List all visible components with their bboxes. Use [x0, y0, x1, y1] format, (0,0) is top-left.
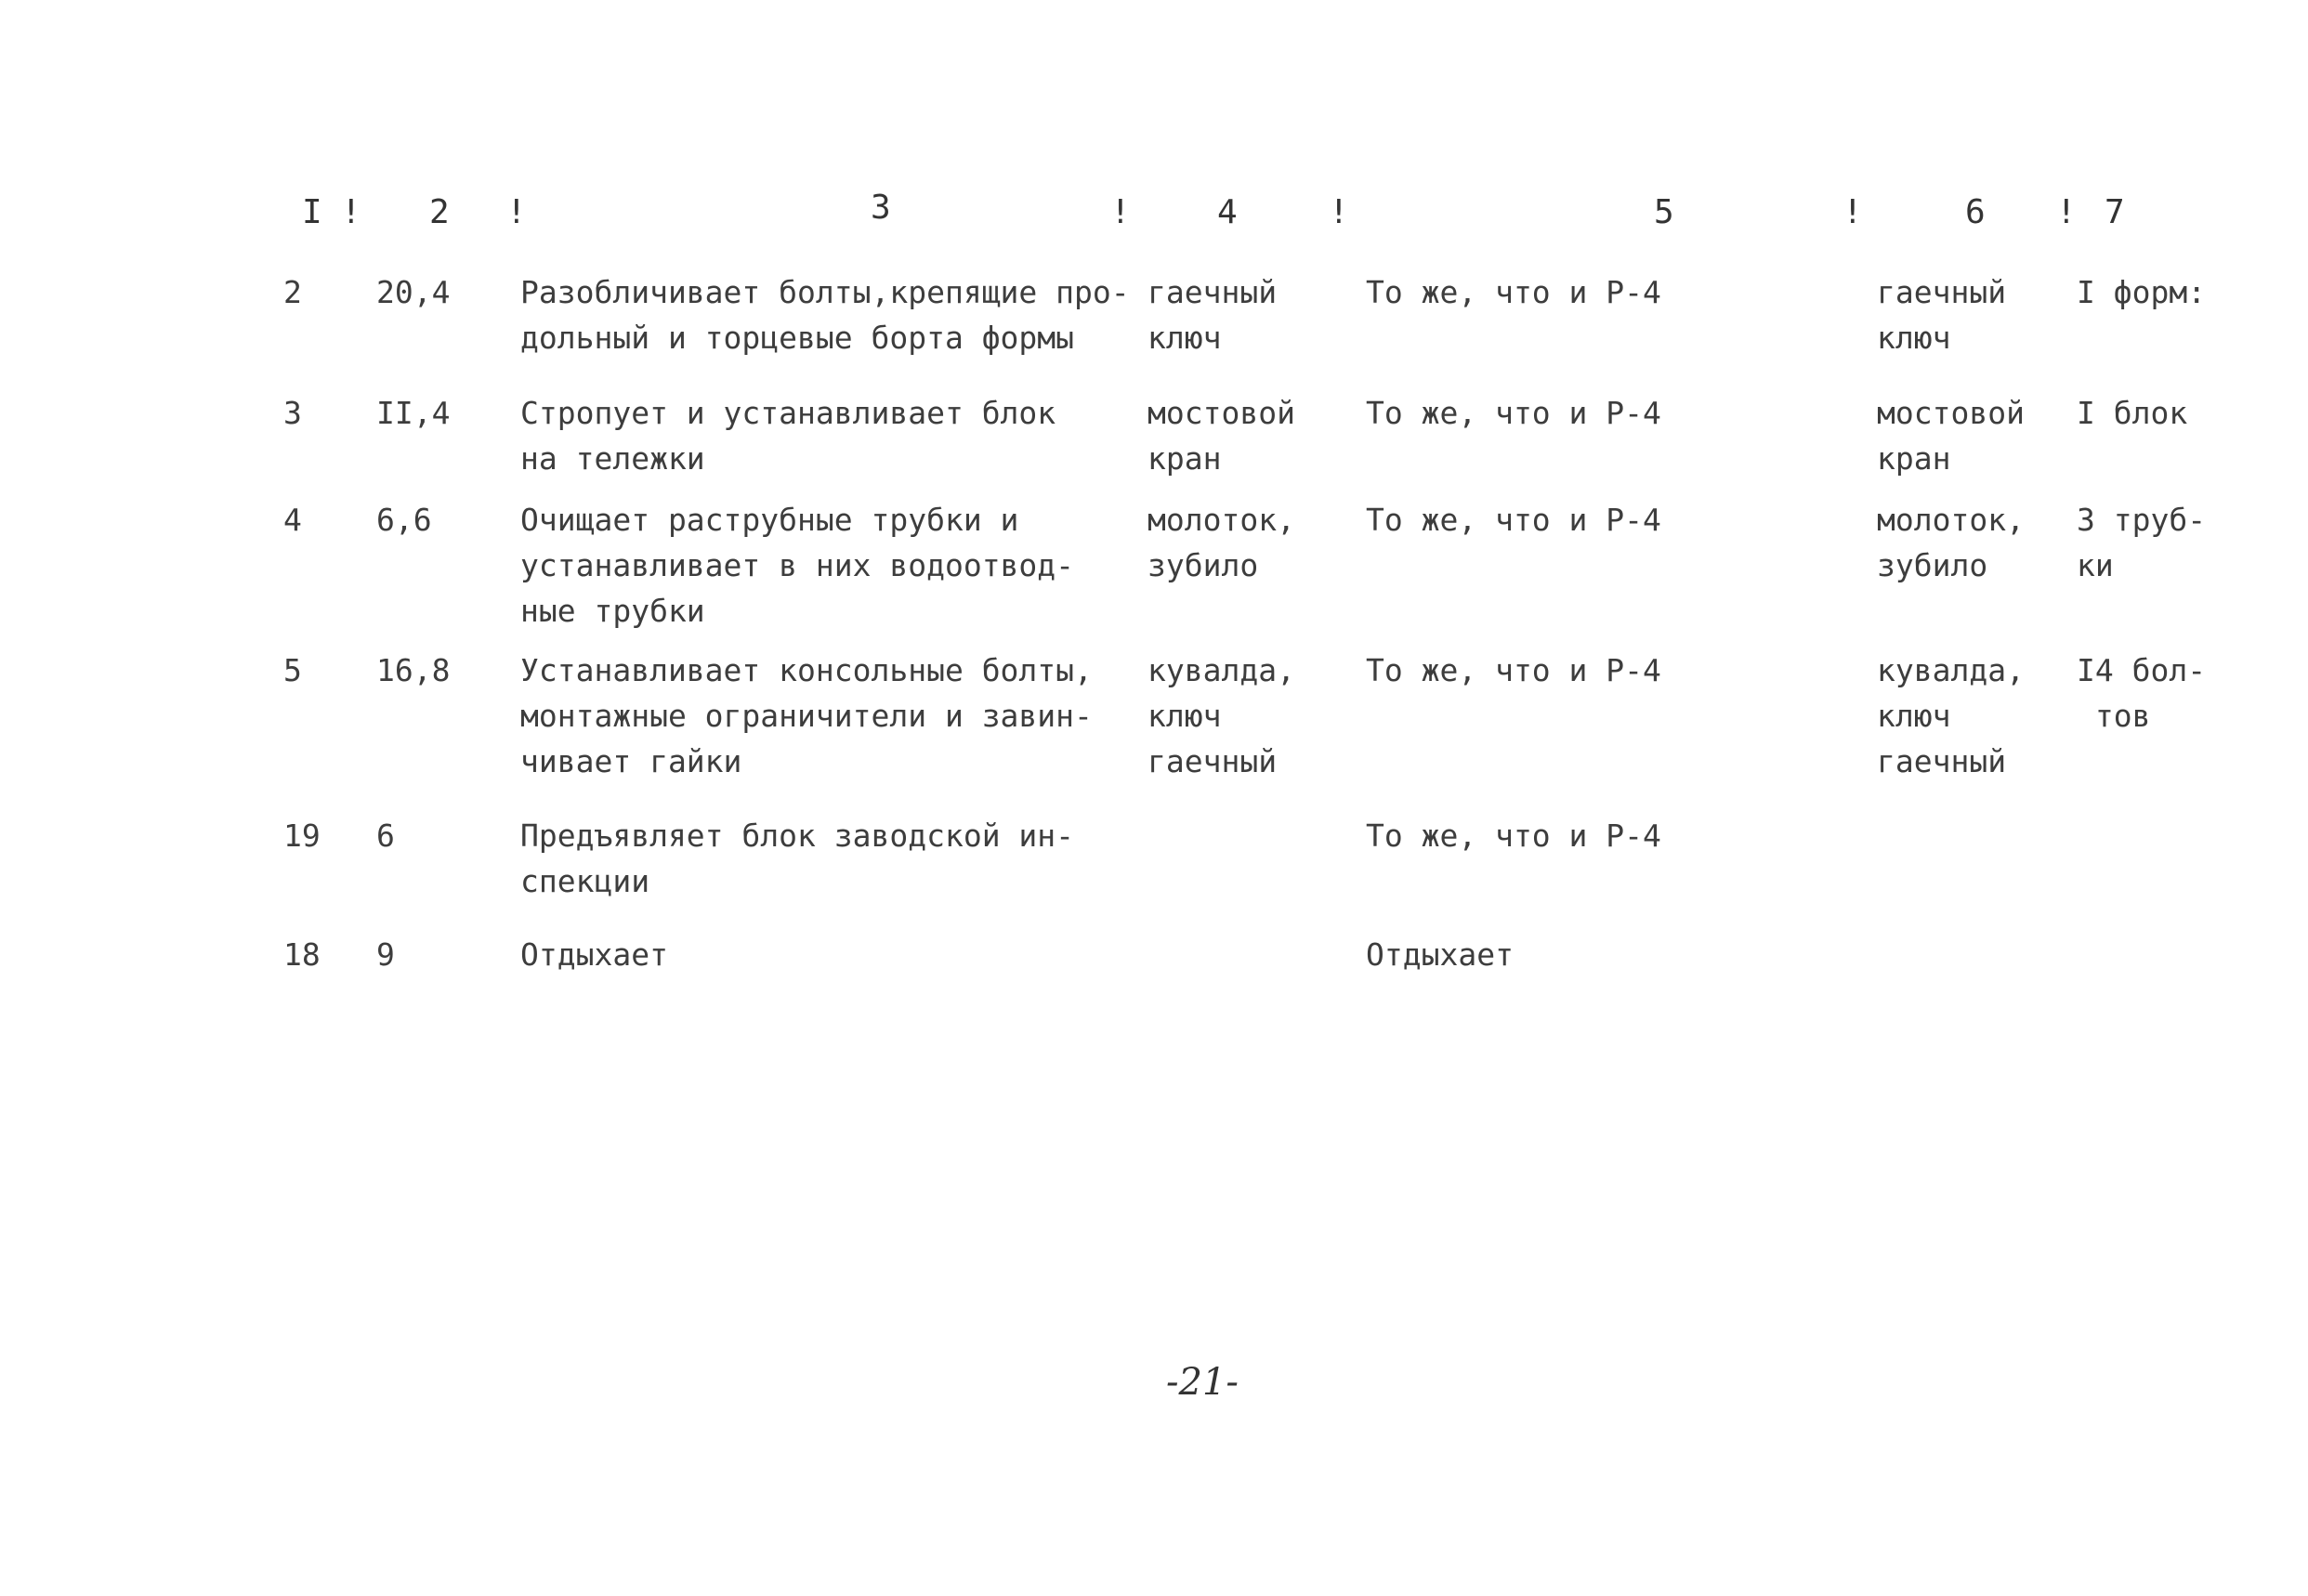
- operation-description: Стропует и устанавливает блок на тележки: [520, 395, 1056, 477]
- reference-note: Отдыхает: [1366, 936, 1514, 973]
- operation-description: Очищает раструбные трубки и устанавливает в них водоотвод- ные трубки: [520, 502, 1075, 629]
- reference-note: То же, что и Р-4: [1366, 274, 1661, 310]
- header-separator: !: [1842, 193, 1863, 231]
- duration-value: 20,4: [376, 274, 451, 310]
- header-col-1: I: [302, 193, 322, 231]
- duration-value: 16,8: [376, 652, 451, 688]
- header-col-6: 6: [1965, 193, 1986, 231]
- tool: кувалда, ключ гаечный: [1147, 652, 1295, 779]
- operation-description: Устанавливает консольные болты, монтажные ограничители и завин- чивает гайки: [520, 652, 1093, 779]
- reference-note: То же, что и Р-4: [1366, 502, 1661, 538]
- header-col-2: 2: [429, 193, 450, 231]
- reference-note: То же, что и Р-4: [1366, 818, 1661, 854]
- row-number: 4: [283, 502, 302, 538]
- tool: мостовой кран: [1147, 395, 1295, 477]
- reference-note: То же, что и Р-4: [1366, 395, 1661, 431]
- row-number: 2: [283, 274, 302, 310]
- operation-description: Предъявляет блок заводской ин- спекции: [520, 818, 1075, 899]
- header-col-4: 4: [1217, 193, 1238, 231]
- operation-description: Отдыхает: [520, 936, 668, 973]
- tool-repeat: молоток, зубило: [1877, 502, 2025, 583]
- quantity: I форм:: [2077, 274, 2207, 310]
- row-number: 3: [283, 395, 302, 431]
- tool-repeat: гаечный ключ: [1877, 274, 2007, 356]
- tool: молоток, зубило: [1147, 502, 1295, 583]
- tool: гаечный ключ: [1147, 274, 1278, 356]
- duration-value: 6,6: [376, 502, 432, 538]
- reference-note: То же, что и Р-4: [1366, 652, 1661, 688]
- quantity: I4 бол- тов: [2077, 652, 2207, 734]
- page-number: -21-: [1166, 1361, 1239, 1404]
- header-separator: !: [1329, 193, 1349, 231]
- quantity: I блок: [2077, 395, 2188, 431]
- duration-value: 6: [376, 818, 395, 854]
- row-number: 19: [283, 818, 321, 854]
- operation-description: Разобличивает болты,крепящие про- дольный и торцевые борта формы: [520, 274, 1130, 356]
- header-separator: !: [341, 193, 361, 231]
- header-separator: !: [2056, 193, 2077, 231]
- duration-value: II,4: [376, 395, 451, 431]
- header-col-7: 7: [2105, 193, 2125, 231]
- header-col-3: 3: [871, 189, 891, 227]
- tool-repeat: мостовой кран: [1877, 395, 2025, 477]
- duration-value: 9: [376, 936, 395, 973]
- header-separator: !: [1110, 193, 1131, 231]
- quantity: 3 труб- ки: [2077, 502, 2207, 583]
- header-col-5: 5: [1654, 193, 1674, 231]
- tool-repeat: кувалда, ключ гаечный: [1877, 652, 2025, 779]
- row-number: 5: [283, 652, 302, 688]
- row-number: 18: [283, 936, 321, 973]
- header-separator: !: [506, 193, 527, 231]
